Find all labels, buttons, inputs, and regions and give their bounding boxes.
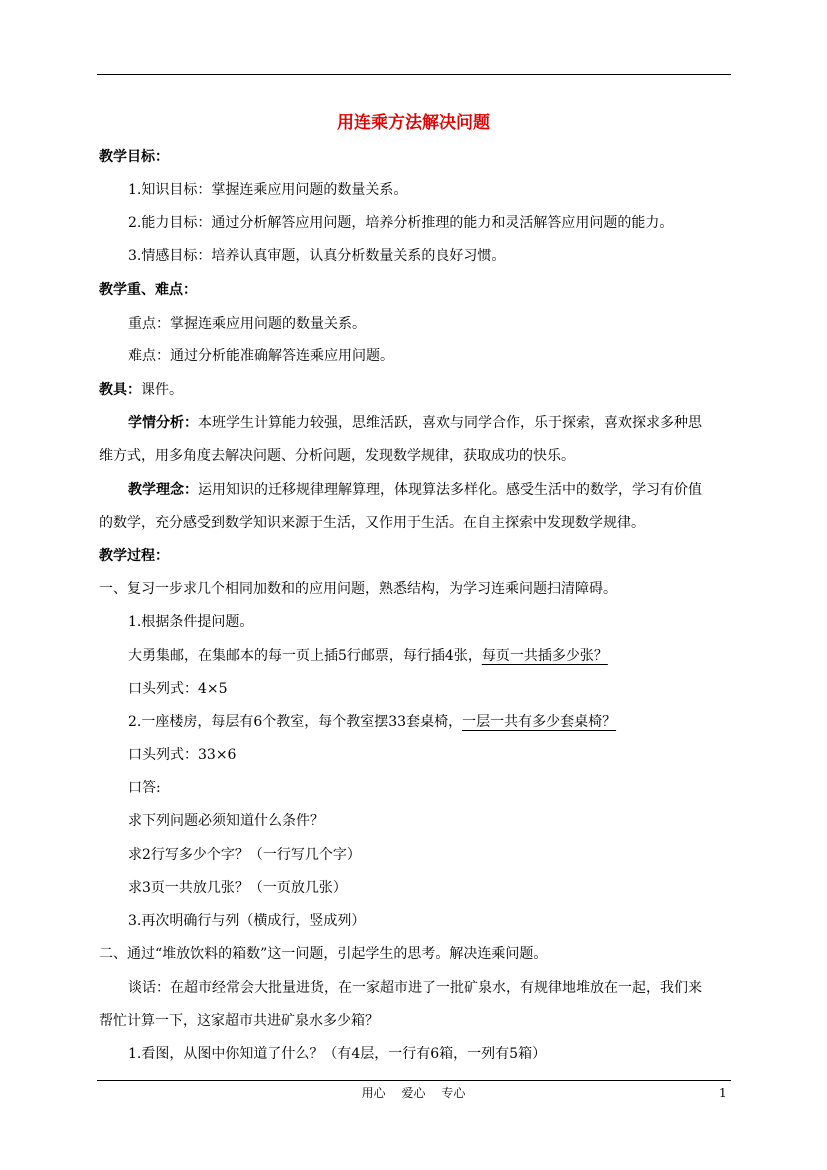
talk-paragraph-continued: 帮忙计算一下，这家超市共进矿泉水多少箱？ xyxy=(99,1013,379,1029)
student-analysis-continued: 维方式，用多角度去解决问题、分析问题，发现数学规律，获取成功的快乐。 xyxy=(99,448,575,464)
difficult-point: 难点：通过分析能准确解答连乘应用问题。 xyxy=(128,348,394,364)
talk-paragraph: 谈话：在超市经常会大批量进货，在一家超市进了一批矿泉水，有规律地堆放在一起，我们来 xyxy=(128,980,702,996)
oral-answer: 口答: xyxy=(128,780,161,796)
section-heading-process: 教学过程： xyxy=(99,548,169,564)
process-item: 1.看图，从图中你知道了什么？（有4层，一行有6箱，一列有5箱） xyxy=(128,1046,547,1062)
student-analysis-text: 本班学生计算能力较强，思维活跃，喜欢与同学合作，乐于探索，喜欢探求多种思 xyxy=(198,415,702,431)
process-item: 求下列问题必须知道什么条件？ xyxy=(128,813,324,829)
student-analysis-label: 学情分析： xyxy=(128,415,198,431)
process-item: 1.根据条件提问题。 xyxy=(128,614,254,630)
stamp-problem-question: 每页一共插多少张？ xyxy=(481,648,608,664)
goal-ability: 2.能力目标：通过分析解答应用问题，培养分析推理的能力和灵活解答应用问题的能力。 xyxy=(128,215,674,231)
process-item: 求3页一共放几张？（一页放几张） xyxy=(128,880,347,896)
footer-motto: 用心 xyxy=(361,1086,386,1100)
page-number: 1 xyxy=(719,1086,727,1100)
tools-label: 教具： xyxy=(99,382,141,398)
student-analysis xyxy=(128,414,702,432)
classroom-problem xyxy=(128,713,616,731)
goal-knowledge: 1.知识目标：掌握连乘应用问题的数量关系。 xyxy=(128,182,408,198)
philosophy-label: 教学理念： xyxy=(128,482,198,498)
document-title: 用连乘方法解决问题 xyxy=(337,113,490,133)
teaching-tools xyxy=(99,381,183,399)
header-rule xyxy=(97,74,731,75)
teaching-philosophy-continued: 的数学，充分感受到数学知识来源于生活，又作用于生活。在自主探索中发现数学规律。 xyxy=(99,515,645,531)
process-item: 求2行写多少个字？（一行写几个字） xyxy=(128,847,361,863)
key-point: 重点：掌握连乘应用问题的数量关系。 xyxy=(128,316,366,332)
oral-formula: 口头列式：33×6 xyxy=(128,747,237,763)
oral-formula: 口头列式：4×5 xyxy=(128,681,228,697)
section-heading-key-points: 教学重、难点： xyxy=(99,282,197,298)
stamp-problem xyxy=(128,647,608,665)
page-footer xyxy=(0,1085,827,1101)
classroom-problem-question: 一层一共有多少套桌椅？ xyxy=(462,714,617,730)
stamp-problem-text: 大勇集邮，在集邮本的每一页上插5行邮票，每行插4张， xyxy=(128,648,482,664)
footer-rule xyxy=(97,1080,731,1081)
tools-value: 课件。 xyxy=(141,382,183,398)
goal-emotion: 3.情感目标：培养认真审题，认真分析数量关系的良好习惯。 xyxy=(128,248,506,264)
classroom-problem-text: 2.一座楼房，每层有6个教室，每个教室摆33套桌椅， xyxy=(128,714,463,730)
teaching-philosophy xyxy=(128,481,702,499)
process-part-two: 二、通过“堆放饮料的箱数”这一问题，引起学生的思考。解决连乘问题。 xyxy=(99,946,548,962)
process-item: 3.再次明确行与列（横成行，竖成列） xyxy=(128,913,366,929)
footer-motto: 爱心 xyxy=(401,1086,426,1100)
footer-motto: 专心 xyxy=(441,1086,466,1100)
process-part-one: 一、复习一步求几个相同加数和的应用问题，熟悉结构，为学习连乘问题扫清障碍。 xyxy=(99,581,617,597)
philosophy-text: 运用知识的迁移规律理解算理，体现算法多样化。感受生活中的数学，学习有价值 xyxy=(198,482,702,498)
section-heading-goals: 教学目标： xyxy=(99,149,169,165)
